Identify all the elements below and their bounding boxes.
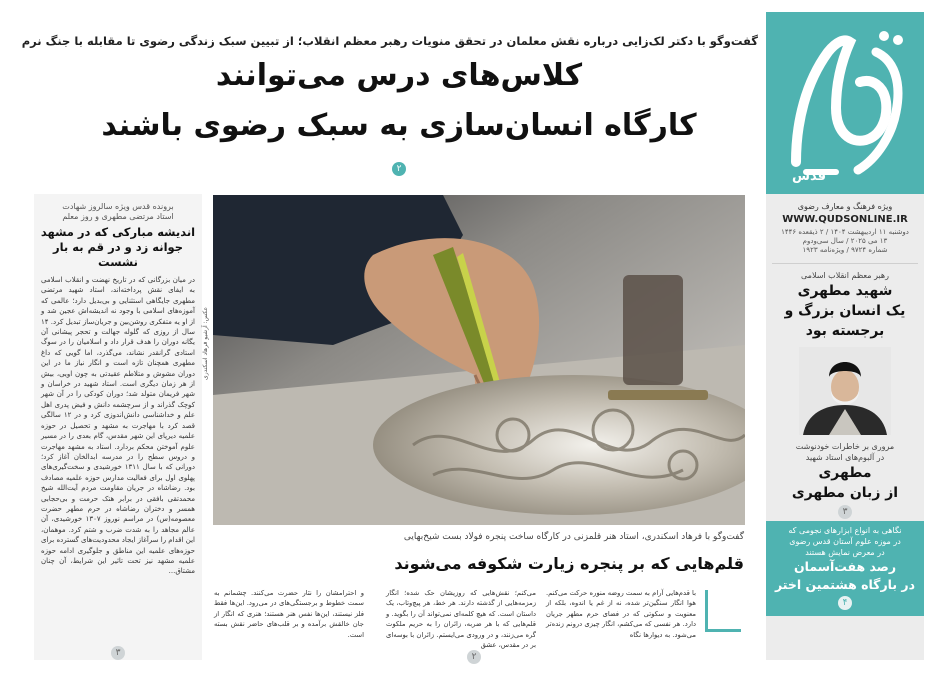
photo-credit: عکس: آرشیو فرهاد اسکندری bbox=[202, 306, 209, 380]
teaser-headline: یک انسان بزرگ و bbox=[784, 303, 906, 319]
page-badge: ۳ bbox=[838, 505, 852, 519]
masthead-tagline: ویژه فرهنگ و معارف رضوی bbox=[797, 202, 893, 211]
teaser-kicker: در موزه علوم آستان قدس رضوی bbox=[789, 537, 901, 546]
left-column-article bbox=[34, 194, 202, 660]
teaser-headline: برجسته بود bbox=[805, 323, 885, 339]
lead-subtitle: گفت‌وگو با دکتر لک‌زایی درباره نقش معلمان در تحقق منویات رهبر معظم انقلاب؛ از تبیین سبک زندگی رضوی تا مقابله با جنگ نرم bbox=[21, 34, 758, 48]
logo-sub: قدس bbox=[792, 169, 826, 184]
leader-portrait bbox=[799, 347, 891, 435]
lead-page-badge: ۲ bbox=[392, 162, 406, 176]
article-title[interactable]: جوانه زد و در قم به بار نشست bbox=[52, 240, 184, 269]
teaser-kicker: در آلبوم‌های استاد شهید bbox=[805, 453, 885, 462]
issue-date-block bbox=[766, 228, 924, 255]
article-kicker: استاد مرتضی مطهری و روز معلم bbox=[62, 212, 174, 221]
teaser-headline: مطهری bbox=[818, 465, 872, 481]
teaser-headline: شهید مطهری bbox=[797, 283, 893, 299]
teaser-kicker: رهبر معظم انقلاب اسلامی bbox=[800, 271, 890, 280]
teaser-headline: رصد هفت‌آسمان bbox=[793, 559, 897, 574]
teaser-kicker: نگاهی به انواع ابزارهای نجومی که bbox=[788, 526, 902, 535]
article-title[interactable]: اندیشه مبارکی که در مشهد bbox=[40, 225, 196, 239]
bottom-page-badge: ۲ bbox=[467, 650, 481, 664]
right-column bbox=[766, 194, 924, 660]
bottom-column-right: با قدم‌هایی آرام به سمت روضه منوره حرکت می‌کنم. هوا انگار سنگین‌تر شده، نه از غم یا اندوه، بلکه از معنویت و سکوتی که در فضای حرم مطهر جریان دارد. هر نفسی که می‌کشم، انگار چیزی درونم زنده‌تر می‌شود. به دیوارها نگاه bbox=[546, 589, 696, 639]
masthead-logo-mark bbox=[766, 12, 924, 194]
article-body: در میان بزرگانی که در تاریخ نهضت و انقلاب اسلامی به ایفای نقش پرداخته‌اند، استاد شهید مرتضی مطهری جایگاهی استثنایی و بی‌بدیل دارد؛ عالمی که آموزه‌های اسلامی با وجود نه اندیشه‌اش عجین شد و از او یه متفکری روشن‌بین و جریان‌ساز تبدیل کرد. ۱۴ سال از روزی که گلوله جهالت و تحجر پیشانی آن یگانه دوران را هدف قرار داد و اسلامیان را در سوگ استادی گرانقدر نشاند، می‌گذرد، اما گویی که داغ مطهری همچنان تازه است و انگار نیاز ما در این دوران مشوش و متلاطم عقیدتی به چون اویی، بیش از هر زمان دیگری است. استاد شهید در خراسان و شهر فریمان متولد شد؛ دوران کودکی را در آن شهر کوچک گذراند و از سرچشمه دانش و فیض پدری اهل علم و خداشناسی دانش‌اندوزی کرد و در ۱۲ سالگی قصد کرد با مهاجرت به مشهد و تحصیل در حوزه علمیه دیرپای این شهر مقدس، گام بعدی را در مسیر علوم آموختن محکم بردارد. استاد به مشهد مهاجرت و دروس سطح را در مدرسه ابدالخان آغاز کرد؛ دورانی که با سال ۱۳۱۱ خورشیدی و سخت‌گیری‌های پهلوی اول برای فعالیت مدارس حوزه علمیه مصادف بود. رضاشاه در جریان مقاومت مردم آیت‌الله شیخ محمدتقی بافقی در برابر هتک حرمت و بی‌حجابی همسر و دختران رضاشاه در حرم مطهر حضرت معصومه(س) در مراسم نوروز ۱۳۰۷ خورشیدی، آن عالم مجاهد را به شدت ضرب و شتم کرد. موهمان، این اقدام را سرآغاز ایجاد محدودیت‌های گسترده برای حوزه‌های علمیه این مناطق و جلوگیری ادامه حوزه علمیه مشهد نیز تحت تاثیر این شرایط، آن چنان مشتاق... bbox=[40, 276, 196, 576]
date-line: دوشنبه ۱۱ اردیبهشت ۱۴۰۴ / ۲ ذیقعده ۱۴۴۶ bbox=[781, 228, 909, 236]
teaser-1[interactable] bbox=[772, 263, 918, 341]
teaser-headline: در بارگاه هشتمین اختر bbox=[775, 577, 915, 592]
date-line: شماره ۹۷۲۴ / ویژه‌نامه ۱۹۲۳ bbox=[802, 246, 888, 254]
lead-title-line-1[interactable]: کلاس‌های درس می‌توانند bbox=[215, 58, 583, 93]
date-line: ۱۳ می ۲۰۲۵ / سال سی‌ودوم bbox=[802, 237, 888, 245]
teaser-kicker: مروری بر خاطرات خودنوشت bbox=[795, 442, 895, 451]
masthead-logo bbox=[766, 12, 924, 194]
article-kicker: برونده قدس ویژه سالروز شهادت bbox=[62, 202, 174, 211]
teaser-3[interactable] bbox=[766, 521, 924, 616]
lead-title-line-2[interactable]: کارگاه انسان‌سازی به سبک رضوی باشند bbox=[101, 108, 697, 143]
teaser-kicker: در معرض نمایش هستند bbox=[805, 548, 885, 557]
bottom-column-left: و احترامشان را نثار حضرت می‌کنند. چشمانم به سمت خطوط و برجستگی‌های در می‌رود. این‌ها فقط فلز نیستند، این‌ها نفس هنر هستند؛ هنری که انگار از جان خالقش برآمده و بر قلب‌های حاضر نقش بسته است. bbox=[214, 589, 364, 639]
craftsman-photo bbox=[213, 195, 745, 525]
page-badge: ۴ bbox=[838, 596, 852, 610]
teaser-headline: از زبان مطهری bbox=[791, 485, 899, 501]
teaser-2[interactable] bbox=[772, 437, 918, 519]
article-accent-bracket bbox=[705, 590, 741, 632]
photo-caption: گفت‌وگو با فرهاد اسکندری، استاد هنر قلمزنی در کارگاه ساخت پنجره فولاد بست شیخ‌بهایی bbox=[403, 532, 744, 542]
website-link[interactable]: WWW.QUDSONLINE.IR bbox=[782, 214, 908, 225]
bottom-column-middle: می‌کنم؛ نقش‌هایی که روزیشان حک شده؛ انگار زمزمه‌هایی از گذشته دارند. هر خط، هر پیچ‌وتاب، یک داستان است. که هیچ کلمه‌ای نمی‌تواند آن را بگوید. و قلم‌هایی که با هر ضربه، زائران را به حریم ملکوت گره می‌زنند، و در ورودی می‌ایستم. زائران با بوسه‌ای بر در مقدس، عشق bbox=[386, 589, 536, 650]
article-page-badge: ۳ bbox=[111, 646, 125, 660]
bottom-article-title[interactable]: قلم‌هایی که بر پنجره زیارت شکوفه می‌شوند bbox=[394, 554, 744, 573]
